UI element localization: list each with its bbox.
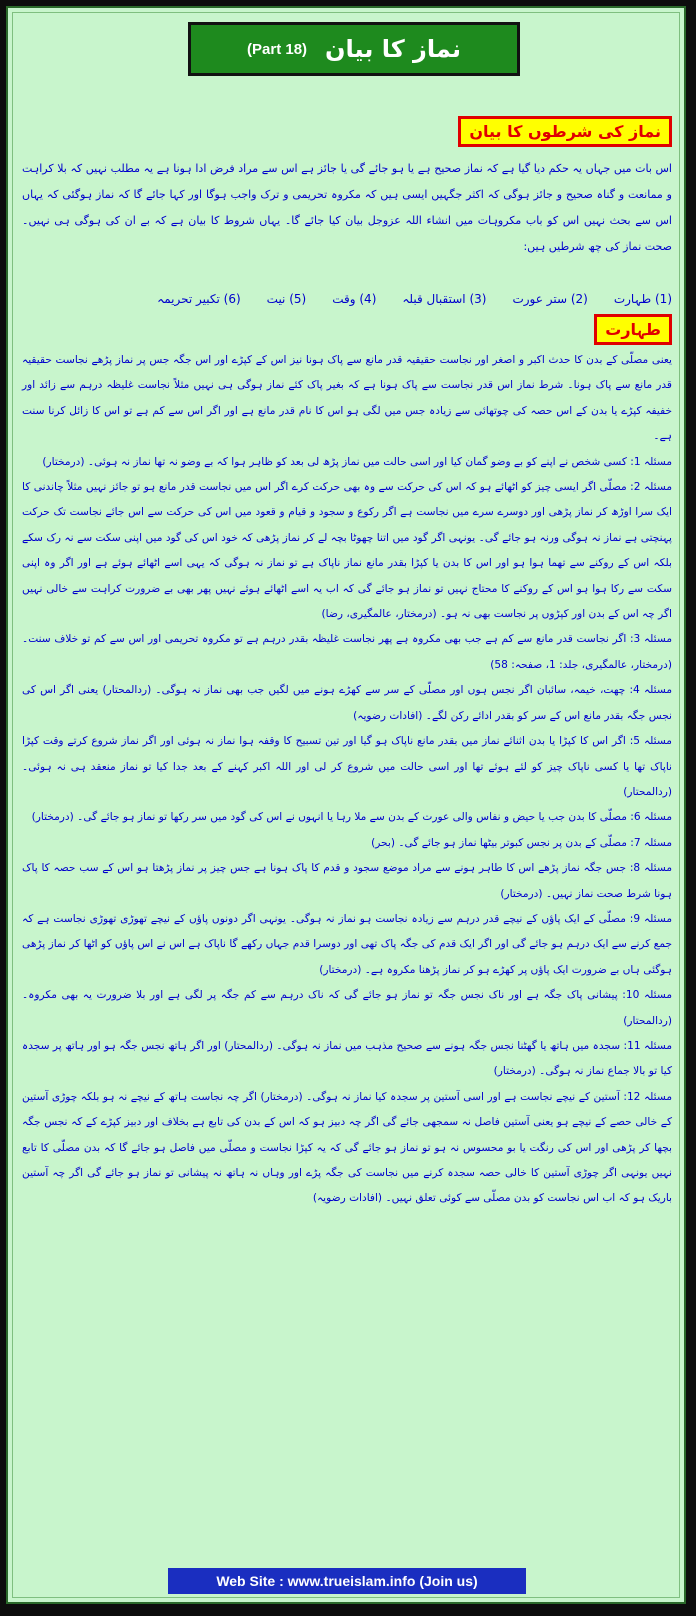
conditions-list (22, 292, 672, 306)
masala-2: مسئلہ 2: مصلّی اگر ایسی چیز کو اٹھائے ہو کہ اس کی حرکت سے وہ بھی حرکت کرے اگر اس میں نجاست قدر مانع ہو تو جائز نہیں مثلاً چاندنی کا ایک سرا اوڑھ کر نماز پڑھی اور دوسرے سرے میں نجاست ہے اگر رکوع و سجود و قیام و قعود میں اس کی حرکت سے اس جائے نجاست تک حرکت پہنچتی ہے نماز نہ ہوگی ورنہ ہو جائے گی۔ یونہی اگر گود میں اتنا چھوٹا بچہ لے کر نماز پڑھی کہ خود اس کی گود میں اپنی سکت سے نہ رک سکے بلکہ اس کے روکنے سے تھما ہوا ہو اور اس کا بدن یا کپڑا بقدر مانع نماز ناپاک ہے تو نماز نہ ہوگی کہ یہی اسے اٹھائے ہوئے ہے اور اگر وہ اپنی سکت سے رکا ہوا ہو اس کے روکنے کا محتاج نہیں تو نماز ہو جائے گی کہ اب یہ اسے اٹھائے ہوئے نہیں پھر بھی بے ضرورت کراہت سے خالی نہیں اگر چہ اس کے بدن اور کپڑوں پر نجاست بھی نہ ہو۔ (درمختار، عالمگیری، رضا) (22, 481, 672, 621)
masala-11: مسئلہ 11: سجدہ میں ہاتھ یا گھٹنا نجس جگہ ہونے سے صحیح مذہب میں نماز نہ ہوگی۔ (ردالمحتار) اور اگر ہاتھ نجس جگہ ہو اور ہاتھ پر سجدہ کیا تو بالا جماع نماز نہ ہوگی۔ (درمختار) (22, 1039, 673, 1078)
title-part: (Part 18) (247, 40, 308, 58)
masala-8: مسئلہ 8: جس جگہ نماز پڑھے اس کا طاہر ہونے سے مراد موضع سجود و قدم کا پاک ہونا ہے جس چیز پر نماز پڑھتا ہو اس کے سب حصہ کا پاک ہونا شرط صحت نماز نہیں۔ (درمختار) (22, 862, 672, 900)
masala-4: مسئلہ 4: چھت، خیمہ، سائبان اگر نجس ہوں اور مصلّی کے سر سے کھڑے ہونے میں لگیں جب بھی نماز نہ ہوگی۔ (ردالمحتار) یعنی اگر اس کی نجس جگہ بقدر مانع اس کے سر کو بقدر ادائے رکن لگے۔ (افادات رضویہ) (22, 684, 672, 722)
taharat-intro: یعنی مصلّی کے بدن کا حدث اکبر و اصغر اور نجاست حقیقیہ قدر مانع سے پاک ہونا نیز اس کے کپڑے اور اس جگہ جس پر نماز پڑھے نجاست حقیقیہ قدر مانع سے پاک ہونا۔ شرط نماز اس قدر نجاست سے پاک ہونا ہے کہ بغیر پاک کئے نماز ہوگی ہی نہیں مثلاً نجاست غلیظہ درہم سے زائد اور خفیفہ کپڑے یا بدن کے اس حصہ کی چوتھائی سے زیادہ جس میں لگی ہو اس کا نام قدر مانع ہے اور اگر اس سے کم ہے تو اس کا زائل کرنا سنت ہے۔ (22, 354, 672, 443)
condition-item: (4) وقت (332, 292, 377, 306)
page-frame (6, 6, 686, 1604)
masala-10: مسئلہ 10: پیشانی پاک جگہ ہے اور ناک نجس جگہ تو نماز ہو جائے گی کہ ناک درہم سے کم جگہ پر لگی ہے اور بلا ضرورت یہ بھی مکروہ۔ (ردالمحتار) (22, 989, 672, 1027)
masala-12: مسئلہ 12: آستین کے نیچے نجاست ہے اور اسی آستین پر سجدہ کیا نماز نہ ہوگی۔ (درمختار) اگر چہ نجاست ہاتھ کے نیچے نہ ہو بلکہ چوڑی آستین کے خالی حصے کے نیچے ہو یعنی آستین فاصل نہ سمجھی جائے گی اگر چہ دبیز ہو کہ اس کے بدن کی تابع ہے بخلاف اور دبیز کپڑے کے کہ نجس جگہ بچھا کر پڑھی اور اس کی رنگت یا بو محسوس نہ ہو تو نماز ہو جائے گی کہ یہ کپڑا نجاست و مصلّی میں فاصل ہو جائے گا کہ بدن مصلّی کا تابع نہیں یونہی اگر چوڑی آستین کا خالی حصہ سجدہ کرنے میں نجاست کی جگہ پڑے اور وہاں نہ ہاتھ نہ پیشانی تو نماز ہو جائے گی اگر چہ آستین باریک ہو کہ اب اس نجاست کو بدن مصلّی سے کوئی تعلق نہیں۔ (افادات رضویہ) (22, 1090, 673, 1205)
masala-9: مسئلہ 9: مصلّی کے ایک پاؤں کے نیچے قدر درہم سے زیادہ نجاست ہو نماز نہ ہوگی۔ یونہی اگر دونوں پاؤں کے نیچے تھوڑی تھوڑی نجاست ہے کہ جمع کرنے سے ایک درہم ہو جائے گی اور اگر ایک قدم کی جگہ پاک تھی اور دوسرا قدم جہاں رکھے گا ناپاک ہے اس نے اس پاؤں کو اٹھا کر نماز پڑھی ہوگئی ہاں بے ضرورت ایک پاؤں پر کھڑے ہو کر نماز پڑھنا مکروہ ہے۔ (درمختار) (22, 912, 672, 976)
conditions-text (22, 156, 672, 260)
taharat-content (22, 348, 672, 1212)
masala-3: مسئلہ 3: اگر نجاست قدر مانع سے کم ہے جب بھی مکروہ ہے پھر نجاست غلیظہ بقدر درہم ہے تو مکروہ تحریمی اور اس سے کم تو خلاف سنت۔ (درمختار، عالمگیری، جلد: 1، صفحہ: 58) (22, 633, 672, 671)
condition-item: (1) طہارت (613, 292, 672, 306)
masala-6: مسئلہ 6: مصلّی کا بدن جب یا حیض و نفاس والی عورت کے بدن سے ملا رہا یا انہوں نے اس کی گود میں سر رکھا تو نماز ہو جائے گی۔ (درمختار) (31, 811, 672, 824)
section-heading-taharat: طہارت (594, 314, 672, 345)
title-urdu: نماز کا بیان (325, 35, 461, 63)
masala-5: مسئلہ 5: اگر اس کا کپڑا یا بدن اثنائے نماز میں بقدر مانع ناپاک ہو گیا اور تین تسبیح کا وقفہ ہوا نماز نہ ہوئی اور اگر نماز شروع کرتے وقت کپڑا ناپاک تھا یا کسی ناپاک چیز کو لئے ہوئے تھا اور اسی حالت میں شروع کر لی اور اللہ اکبر کہنے کے بعد جدا کیا تو نماز منعقد ہی نہ ہوئی۔ (ردالمحتار) (22, 735, 672, 798)
condition-item: (2) ستر عورت (512, 292, 588, 306)
condition-item: (6) تکبیر تحریمہ (157, 292, 241, 306)
section-heading-conditions: نماز کی شرطوں کا بیان (458, 116, 672, 147)
condition-item: (5) نیت (266, 292, 307, 306)
condition-item: (3) استقبال قبلہ (402, 292, 487, 306)
masala-1: مسئلہ 1: کسی شخص نے اپنے کو بے وضو گمان کیا اور اسی حالت میں نماز پڑھ لی بعد کو ظاہر ہوا کہ بے وضو نہ تھا نماز نہ ہوئی۔ (درمختار) (42, 455, 672, 468)
conditions-paragraph: اس بات میں جہاں یہ حکم دیا گیا ہے کہ نماز صحیح ہے یا ہو جائے گی یا جائز ہے اس سے مراد فرض ادا ہونا ہے یہ مطلب نہیں کہ بلا کراہت و ممانعت و گناہ صحیح و جائز ہوگی کہ اکثر جگہیں ایسی ہیں کہ مکروہ تحریمی و ترک واجب ہوگا اور کہا جائے گا کہ نماز ہوگئی کہ یہاں اس سے بحث نہیں اس کو باب مکروہات میں انشاء اللہ عزوجل بیان کیا جائے گا۔ یہاں شروط کا بیان ہے کہ بے ان کی ہوگی ہی نہیں۔ صحت نماز کی چھ شرطیں ہیں: (22, 162, 672, 253)
masala-7: مسئلہ 7: مصلّی کے بدن پر نجس کبوتر بیٹھا نماز ہو جائے گی۔ (بحر) (371, 836, 672, 849)
website-link[interactable]: Web Site : www.trueislam.info (Join us) (168, 1568, 526, 1594)
title-box (188, 22, 520, 76)
